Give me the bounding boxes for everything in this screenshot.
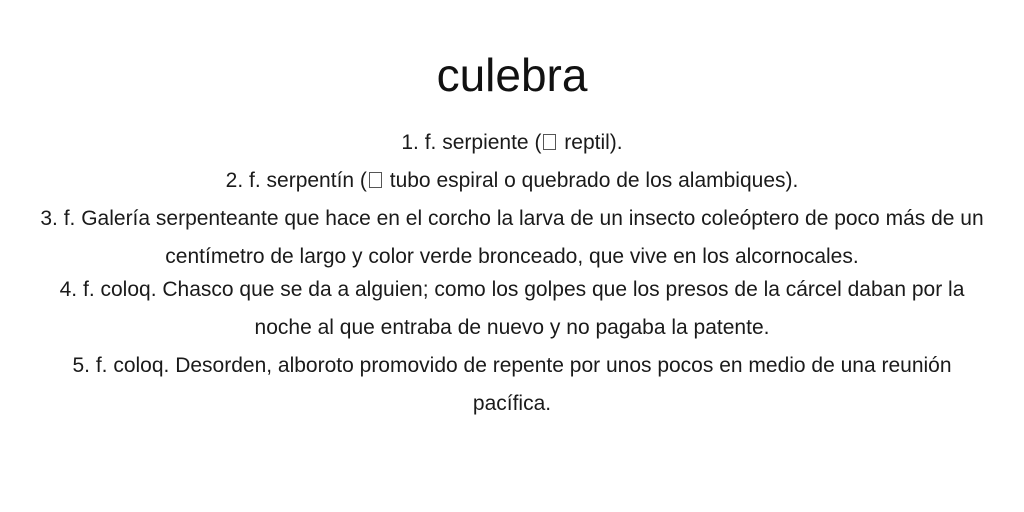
definition-4: [40, 271, 984, 347]
definition-number: 5.: [72, 354, 90, 377]
definition-text-before: f. serpiente (: [424, 131, 542, 154]
headword-title: culebra: [436, 49, 588, 101]
definition-text-after: tubo espiral o quebrado de los alambiques).: [383, 169, 799, 192]
definition-text: f. coloq. Desorden, alboroto promovido de repente por unos pocos en medio de una reunión pacífica.: [95, 354, 952, 415]
definition-number: 2.: [225, 169, 244, 192]
definition-number: 3.: [40, 207, 58, 230]
definition-text-after: reptil).: [558, 131, 623, 154]
definition-5: [40, 347, 984, 423]
definition-text: f. coloq. Chasco que se da a alguien; como los golpes que los presos de la cárcel daban por la noche al que entraba de nuevo y no pagaba la patente.: [82, 278, 965, 339]
definition-2: [40, 162, 984, 200]
definition-text: f. Galería serpenteante que hace en el corcho la larva de un insecto coleóptero de poco más de un centímetro de largo y color verde bronceado, que vive en los alcornocales.: [63, 207, 984, 268]
definition-number: 1.: [401, 131, 419, 154]
dictionary-entry: [40, 0, 984, 423]
missing-glyph-icon: [543, 134, 556, 150]
definitions-list: [40, 124, 984, 423]
definition-number: 4.: [59, 278, 78, 301]
definition-text-before: f. serpentín (: [249, 169, 367, 192]
missing-glyph-icon: [369, 172, 382, 188]
definition-3: [40, 200, 984, 276]
definition-1: [40, 124, 984, 162]
